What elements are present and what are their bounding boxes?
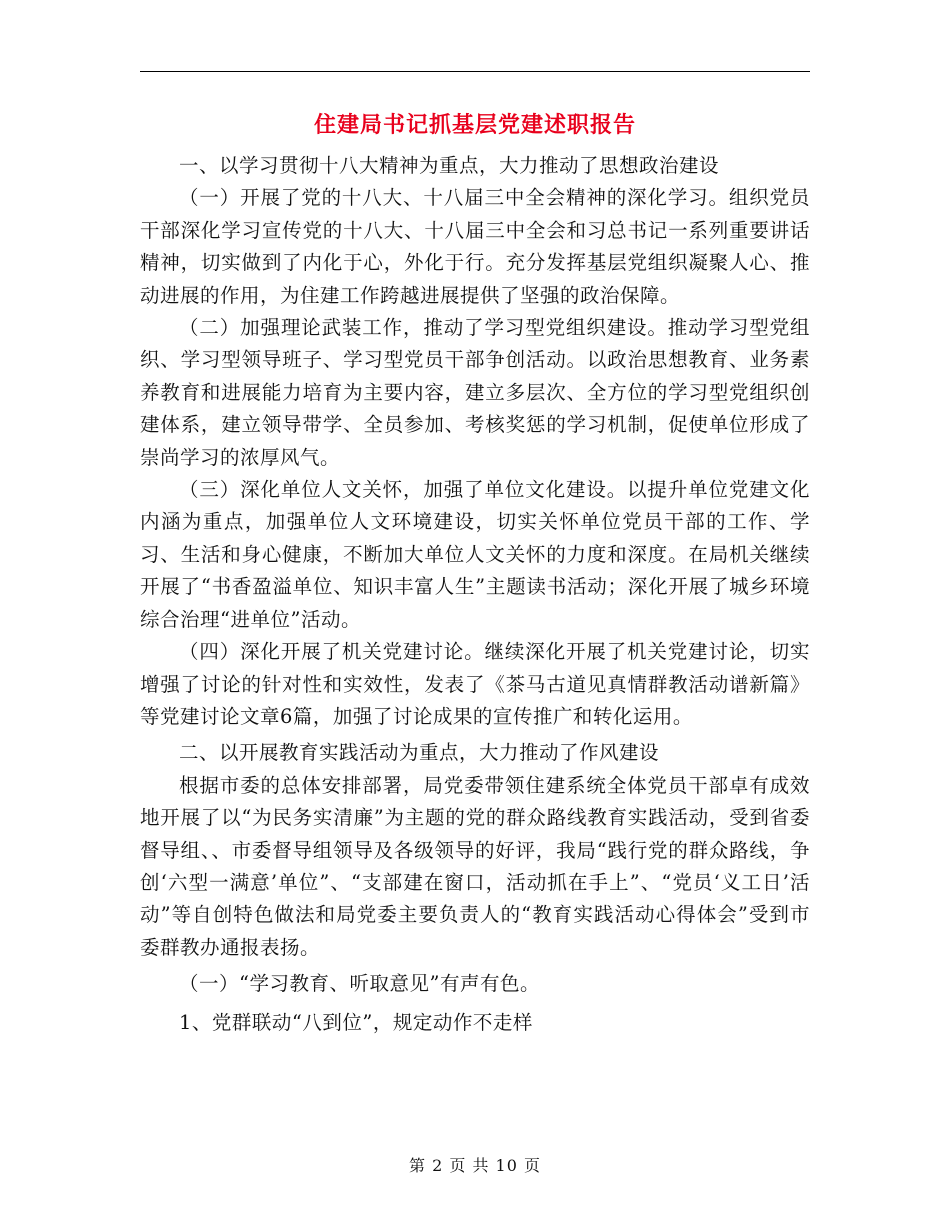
paragraph-1-2: （二）加强理论武装工作，推动了学习型党组织建设。推动学习型党组织、学习型领导班子、学习型党员干部争创活动。以政治思想教育、业务素养教育和进展能力培育为主要内容，建立多层次、全方位的学习型党组织创建体系，建立领导带学、全员参加、考核奖惩的学习机制，促使单位形成了崇尚学习的浓厚风气。 — [140, 316, 810, 469]
paragraph-2-1: 根据市委的总体安排部署，局党委带领住建系统全体党员干部卓有成效地开展了以“为民务实清廉”为主题的党的群众路线教育实践活动，受到省委督导组、、市委督导组领导及各级领导的好评，我局“践行党的群众路线，争创‘六型一满意’单位”、“支部建在窗口，活动抓在手上”、“党员‘义工日’活动”等自创特色做法和局党委主要负责人的“教育实践活动心得体会”受到市委群教办通报表扬。 — [140, 773, 810, 959]
page-number-footer: 第 2 页 共 10 页 — [409, 1156, 541, 1175]
paragraph-1-1: （一）开展了党的十八大、十八届三中全会精神的深化学习。组织党员干部深化学习宣传党的十八大、十八届三中全会和习总书记一系列重要讲话精神，切实做到了内化于心，外化于行。充分发挥基层党组织凝聚人心、推动进展的作用，为住建工作跨越进展提供了坚强的政治保障。 — [140, 186, 810, 307]
paragraph-1-3: （三）深化单位人文关怀，加强了单位文化建设。以提升单位党建文化内涵为重点，加强单位人文环境建设，切实关怀单位党员干部的工作、学习、生活和身心健康，不断加大单位人文关怀的力度和深度。在局机关继续开展了“书香盈溢单位、知识丰富人生”主题读书活动；深化开展了城乡环境综合治理“进单位”活动。 — [140, 478, 810, 631]
subsection-heading-2-1: （一）“学习教育、听取意见”有声有色。 — [179, 972, 540, 996]
header-rule — [140, 71, 810, 72]
item-heading-2-1-1: 1、党群联动“八到位”，规定动作不走样 — [179, 1010, 533, 1034]
section-heading-2: 二、以开展教育实践活动为重点，大力推动了作风建设 — [179, 741, 660, 765]
paragraph-1-4: （四）深化开展了机关党建讨论。继续深化开展了机关党建讨论，切实增强了讨论的针对性和实效性，发表了《茶马古道见真情群教活动谱新篇》等党建讨论文章6篇，加强了讨论成果的宣传推广和转化运用。 — [140, 640, 810, 728]
section-heading-1: 一、以学习贯彻十八大精神为重点，大力推动了思想政治建设 — [179, 154, 720, 177]
document-body — [140, 150, 810, 1039]
document-title: 住建局书记抓基层党建述职报告 — [313, 112, 636, 138]
